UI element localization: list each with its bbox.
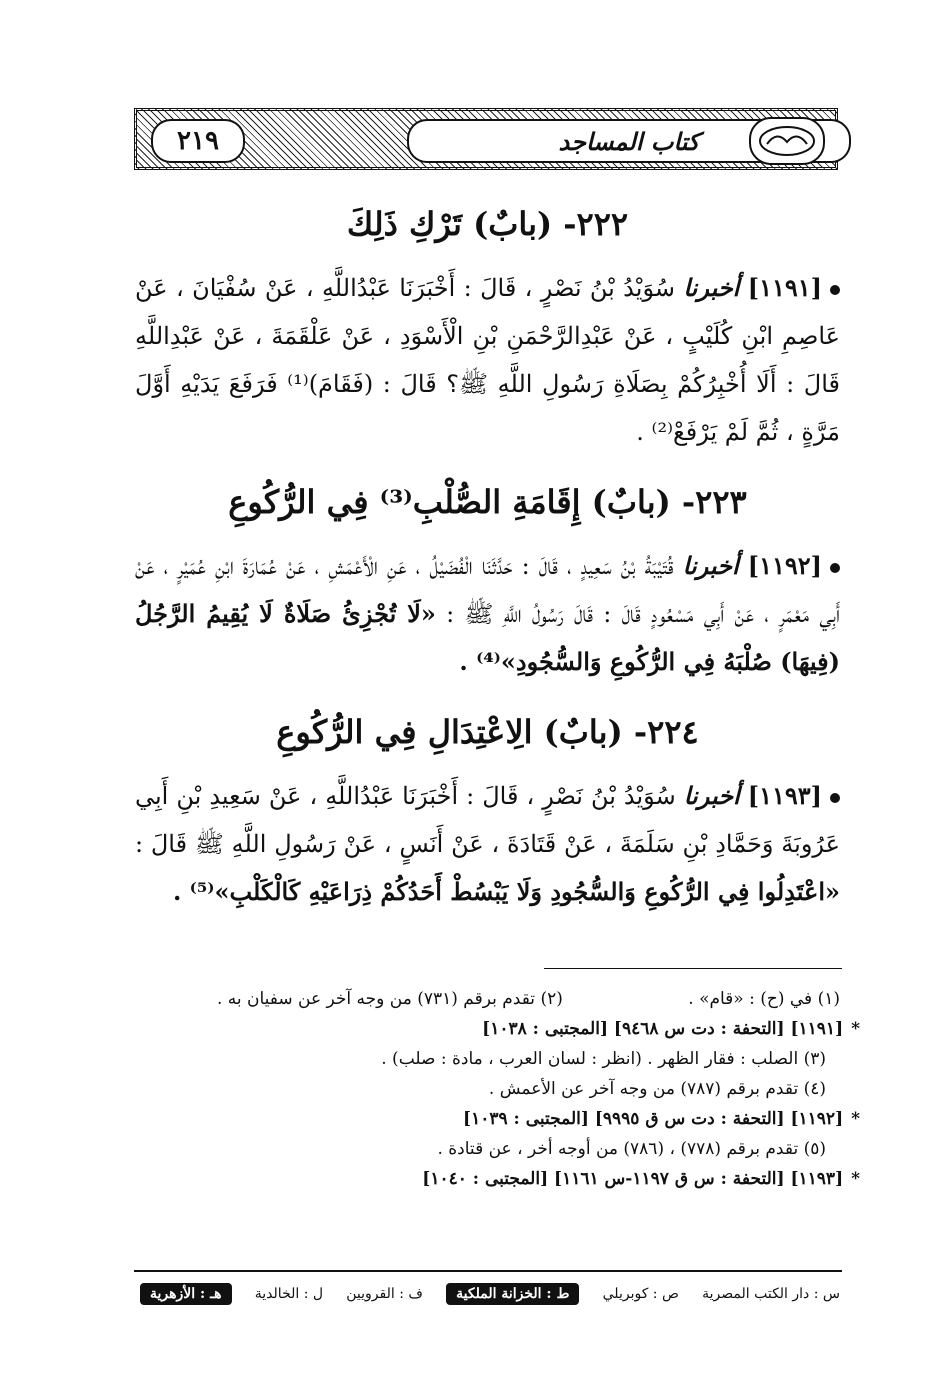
page-number: [151, 119, 245, 163]
hadith-number: [١١٩٢]: [747, 551, 822, 580]
chapter-title-222: ٢٢٢- (بابٌ) تَرْكِ ذَلِكَ: [346, 205, 629, 243]
tuhfa-text: [١١٩٣] [التحفة : س ق ١١٩٧-س ١١٦١] [المجتبى : ١٠٤٠]: [422, 1169, 844, 1189]
bullet-icon: [830, 285, 840, 295]
legend-s: س : دار الكتب المصرية: [702, 1286, 840, 1302]
star-icon: *: [851, 1019, 860, 1039]
bullet-icon: [830, 563, 840, 573]
manuscript-legend: [140, 1280, 840, 1308]
hadith-text: سُوَيْدُ بْنُ نَصْرٍ ، قَالَ : أَخْبَرَنَا عَبْدُاللَّهِ ، عَنْ سَعِيدِ بْنِ أَبِي عَرُوبَةَ وَحَمَّادِ بْنِ سَلَمَةَ ، عَنْ قَتَادَةَ ، عَنْ أَنَسٍ ، عَنْ رَسُولِ اللَّهِ ﷺ قَالَ :: [135, 782, 840, 858]
tuhfa-text: [١١٩٢] [التحفة : دت س ق ٩٩٩٥] [المجتبى : ١٠٣٩]: [463, 1109, 844, 1129]
legend-f: ف : القرويين: [346, 1286, 423, 1302]
bullet-icon: [830, 793, 840, 803]
footnote-row-1: [160, 984, 860, 1014]
star-icon: *: [851, 1169, 860, 1189]
footnote-divider: [544, 968, 842, 969]
hadith-text: قُتَيْبَةُ بْنُ سَعِيدٍ ، قَالَ : حَدَّثَنَا الْفُضَيْلُ ، عَنِ الْأَعْمَشِ ، عَنْ عُمَارَةَ ابْنِ عُمَيْرٍ ، عَنْ أَبِي مَعْمَرٍ ، عَنْ أَبِي مَسْعُودٍ قَالَ : قَالَ رَسُولُ اللَّهِ ﷺ :: [135, 552, 840, 628]
prophet-speech: «اعْتَدِلُوا فِي الرُّكُوعِ وَالسُّجُودِ وَلَا يَبْسُطْ أَحَدُكُمْ ذِرَاعَيْهِ كَالْكَلْبِ»⁽⁵⁾ .: [172, 877, 840, 906]
akhbarana: أخبرنا: [683, 781, 740, 810]
chapter-title-223: ٢٢٣- (بابٌ) إِقَامَةِ الصُّلْبِ⁽³⁾ فِي الرُّكُوعِ: [228, 483, 747, 521]
akhbarana: أخبرنا: [682, 551, 739, 580]
seal-icon: [757, 124, 817, 158]
hadith-number: [١١٩٣]: [747, 781, 822, 810]
hadith-1192: [135, 542, 840, 686]
footnote-1: (١) في (ح) : «قام» .: [688, 989, 840, 1009]
main-text: [135, 200, 840, 938]
footnote-2: (٢) تقدم برقم (٧٣١) من وجه آخر عن سفيان به .: [216, 989, 563, 1009]
book-title-text: كتاب المساجد: [558, 126, 700, 156]
legend-s2: ص : كوبريلي: [602, 1286, 679, 1302]
header-ornament: [134, 108, 838, 170]
publisher-seal-icon: [749, 117, 825, 165]
tuhfa-ref-1191: [160, 1014, 860, 1044]
tuhfa-ref-1193: [160, 1164, 860, 1194]
footnote-3: (٣) الصلب : فقار الظهر . (انظر : لسان العرب ، مادة : صلب) .: [381, 1049, 826, 1069]
tuhfa-text: [١١٩١] [التحفة : دت س ٩٤٦٨] [المجتبى : ١٠٣٨]: [482, 1019, 844, 1039]
prophet-speech: «لَا تُجْزِئُ صَلَاةٌ لَا يُقِيمُ الرَّجُلُ (فِيهَا) صُلْبَهُ فِي الرُّكُوعِ وَالسُّجُودِ»⁽⁴⁾ .: [135, 599, 840, 676]
legend-l: ل : الخالدية: [254, 1286, 324, 1302]
page-number-text: ٢١٩: [177, 126, 219, 156]
hadith-number: [١١٩١]: [747, 273, 822, 302]
footnote-4: (٤) تقدم برقم (٧٨٧) من وجه آخر عن الأعمش .: [488, 1079, 826, 1099]
tuhfa-ref-1192: [160, 1104, 860, 1134]
hadith-text: سُوَيْدُ بْنُ نَصْرٍ ، قَالَ : أَخْبَرَنَا عَبْدُاللَّهِ ، عَنْ سُفْيَانَ ، عَنْ عَاصِمِ ابْنِ كُلَيْبٍ ، عَنْ عَبْدِالرَّحْمَنِ بْنِ الْأَسْوَدِ ، عَنْ عَلْقَمَةَ ، عَنْ عَبْدِاللَّهِ قَالَ : أَلَا أُخْبِرُكُمْ بِصَلَاةِ رَسُولِ اللَّهِ ﷺ؟ قَالَ : (فَقَامَ)⁽¹⁾ فَرَفَعَ يَدَيْهِ أَوَّلَ مَرَّةٍ ، ثُمَّ لَمْ يَرْفَعْ⁽²⁾ .: [135, 274, 840, 446]
legend-h: هـ : الأزهرية: [140, 1283, 232, 1305]
chapter-title-224: ٢٢٤- (بابٌ) الِاعْتِدَالِ فِي الرُّكُوعِ: [276, 713, 699, 751]
footnote-5: (٥) تقدم برقم (٧٧٨) ، (٧٨٦) من أوجه أخر ، عن قتادة .: [437, 1139, 826, 1159]
star-icon: *: [851, 1109, 860, 1129]
hadith-1191: [135, 264, 840, 456]
legend-t: ط : الخزانة الملكية: [446, 1283, 579, 1305]
footnotes: [160, 984, 860, 1194]
akhbarana: أخبرنا: [683, 273, 740, 302]
hadith-1193: [135, 772, 840, 916]
legend-divider: [134, 1270, 842, 1272]
